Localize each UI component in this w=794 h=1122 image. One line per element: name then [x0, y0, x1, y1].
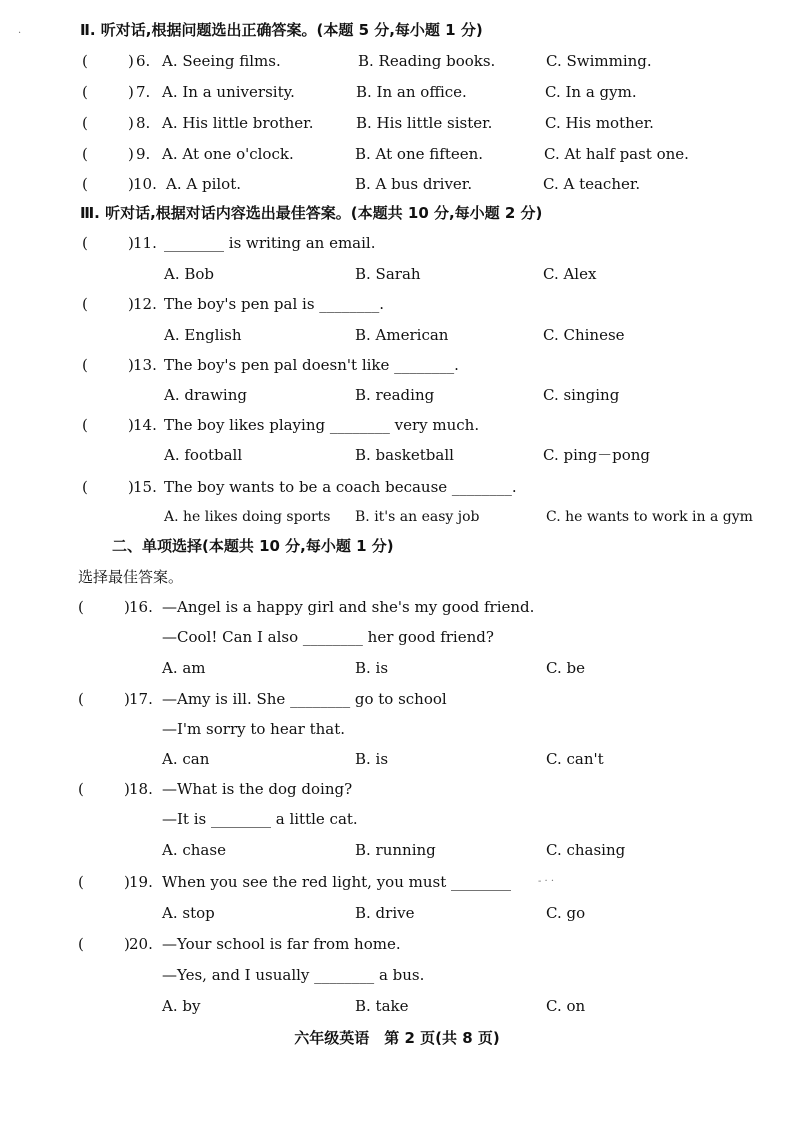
answer-paren-right: ): [124, 780, 130, 798]
option-b: B. it's an easy job: [355, 509, 480, 525]
question-number: 8.: [136, 114, 151, 132]
answer-paren-left: (: [82, 114, 88, 132]
question-number: 19.: [129, 873, 153, 891]
option-b: B. basketball: [355, 446, 454, 464]
question-number: 15.: [133, 478, 157, 496]
option-a: A. drawing: [164, 386, 247, 404]
option-a: A. In a university.: [162, 83, 295, 101]
option-b: B. At one fifteen.: [355, 145, 484, 163]
answer-paren-right: ): [124, 598, 130, 616]
option-b: B. is: [355, 659, 389, 677]
question-stem: The boy's pen pal is ________.: [164, 295, 385, 313]
option-c: C. singing: [543, 386, 620, 404]
option-a: A. His little brother.: [162, 114, 314, 132]
option-a: A. A pilot.: [166, 175, 241, 193]
section-2-heading: Ⅱ. 听对话,根据问题选出正确答案。(本题 5 分,每小题 1 分): [80, 21, 483, 39]
answer-paren-right: ): [128, 478, 134, 496]
answer-paren-left: (: [78, 598, 84, 616]
option-b: B. reading: [355, 386, 435, 404]
option-b: B. drive: [355, 904, 415, 922]
answer-paren-left: (: [78, 690, 84, 708]
section-3-heading: Ⅲ. 听对话,根据对话内容选出最佳答案。(本题共 10 分,每小题 2 分): [80, 204, 543, 222]
answer-paren-left: (: [82, 83, 88, 101]
dialogue-line: —It is ________ a little cat.: [162, 810, 358, 828]
option-b: B. In an office.: [356, 83, 467, 101]
answer-paren-left: (: [78, 935, 84, 953]
answer-paren-right: ): [128, 83, 134, 101]
option-c: C. go: [546, 904, 586, 922]
question-number: 11.: [133, 234, 157, 252]
option-c: C. be: [546, 659, 585, 677]
question-stem: The boy's pen pal doesn't like ________.: [164, 356, 459, 374]
option-a: A. Seeing films.: [162, 52, 281, 70]
answer-paren-right: ): [124, 935, 130, 953]
option-a: A. stop: [162, 904, 215, 922]
page-footer: 六年级英语 第 2 页(共 8 页): [294, 1029, 500, 1047]
question-number: 18.: [129, 780, 153, 798]
question-stem: When you see the red light, you must ________: [162, 873, 512, 891]
option-b: B. His little sister.: [356, 114, 493, 132]
option-a: A. by: [162, 997, 201, 1015]
question-number: 9.: [136, 145, 151, 163]
question-stem: The boy wants to be a coach because ________.: [164, 478, 517, 496]
scan-speck: - · ·: [538, 876, 555, 887]
answer-paren-right: ): [128, 416, 134, 434]
dialogue-line: —Cool! Can I also ________ her good friend?: [162, 628, 494, 646]
question-number: 10.: [133, 175, 157, 193]
dialogue-line: —Yes, and I usually ________ a bus.: [162, 966, 425, 984]
option-a: A. football: [164, 446, 243, 464]
question-number: 14.: [133, 416, 157, 434]
dialogue-line: —Amy is ill. She ________ go to school: [162, 690, 447, 708]
dialogue-line: —I'm sorry to hear that.: [162, 720, 346, 738]
option-c: C. he wants to work in a gym: [546, 509, 753, 525]
option-c: C. chasing: [546, 841, 626, 859]
dialogue-line: —What is the dog doing?: [162, 780, 353, 798]
answer-paren-left: (: [82, 145, 88, 163]
question-number: 17.: [129, 690, 153, 708]
option-a: A. At one o'clock.: [162, 145, 294, 163]
dialogue-line: —Angel is a happy girl and she's my good friend.: [162, 598, 535, 616]
option-a: A. can: [162, 750, 210, 768]
question-number: 16.: [129, 598, 153, 616]
answer-paren-left: (: [82, 295, 88, 313]
answer-paren-left: (: [78, 780, 84, 798]
option-b: B. Reading books.: [358, 52, 496, 70]
option-b: B. A bus driver.: [355, 175, 473, 193]
option-c: C. ping－pong: [543, 446, 651, 464]
question-number: 12.: [133, 295, 157, 313]
question-number: 20.: [129, 935, 153, 953]
answer-paren-left: (: [82, 175, 88, 193]
answer-paren-left: (: [82, 356, 88, 374]
answer-paren-left: (: [78, 873, 84, 891]
option-b: B. running: [355, 841, 436, 859]
answer-paren-right: ): [128, 145, 134, 163]
answer-paren-right: ): [128, 175, 134, 193]
question-number: 6.: [136, 52, 151, 70]
answer-paren-left: (: [82, 52, 88, 70]
option-c: C. Chinese: [543, 326, 625, 344]
scan-speck: ·: [18, 28, 22, 39]
option-b: B. American: [355, 326, 449, 344]
answer-paren-right: ): [128, 234, 134, 252]
question-stem: ________ is writing an email.: [164, 234, 376, 252]
option-c: C. Swimming.: [546, 52, 652, 70]
answer-paren-right: ): [124, 873, 130, 891]
option-a: A. chase: [162, 841, 226, 859]
dialogue-line: —Your school is far from home.: [162, 935, 401, 953]
option-b: B. take: [355, 997, 409, 1015]
option-a: A. he likes doing sports: [164, 509, 331, 525]
option-a: A. Bob: [164, 265, 215, 283]
option-b: B. is: [355, 750, 389, 768]
option-c: C. At half past one.: [544, 145, 689, 163]
answer-paren-right: ): [124, 690, 130, 708]
option-c: C. can't: [546, 750, 604, 768]
answer-paren-left: (: [82, 478, 88, 496]
option-c: C. on: [546, 997, 586, 1015]
option-c: C. A teacher.: [543, 175, 641, 193]
option-c: C. Alex: [543, 265, 597, 283]
answer-paren-left: (: [82, 234, 88, 252]
part-2-heading: 二、单项选择(本题共 10 分,每小题 1 分): [112, 537, 394, 555]
question-stem: The boy likes playing ________ very much.: [164, 416, 480, 434]
part-2-instruction: 选择最佳答案。: [78, 568, 184, 586]
answer-paren-right: ): [128, 356, 134, 374]
option-b: B. Sarah: [355, 265, 421, 283]
answer-paren-right: ): [128, 52, 134, 70]
option-c: C. In a gym.: [545, 83, 637, 101]
question-number: 13.: [133, 356, 157, 374]
option-a: A. English: [164, 326, 242, 344]
option-c: C. His mother.: [545, 114, 654, 132]
question-number: 7.: [136, 83, 151, 101]
answer-paren-left: (: [82, 416, 88, 434]
option-a: A. am: [162, 659, 206, 677]
answer-paren-right: ): [128, 295, 134, 313]
answer-paren-right: ): [128, 114, 134, 132]
